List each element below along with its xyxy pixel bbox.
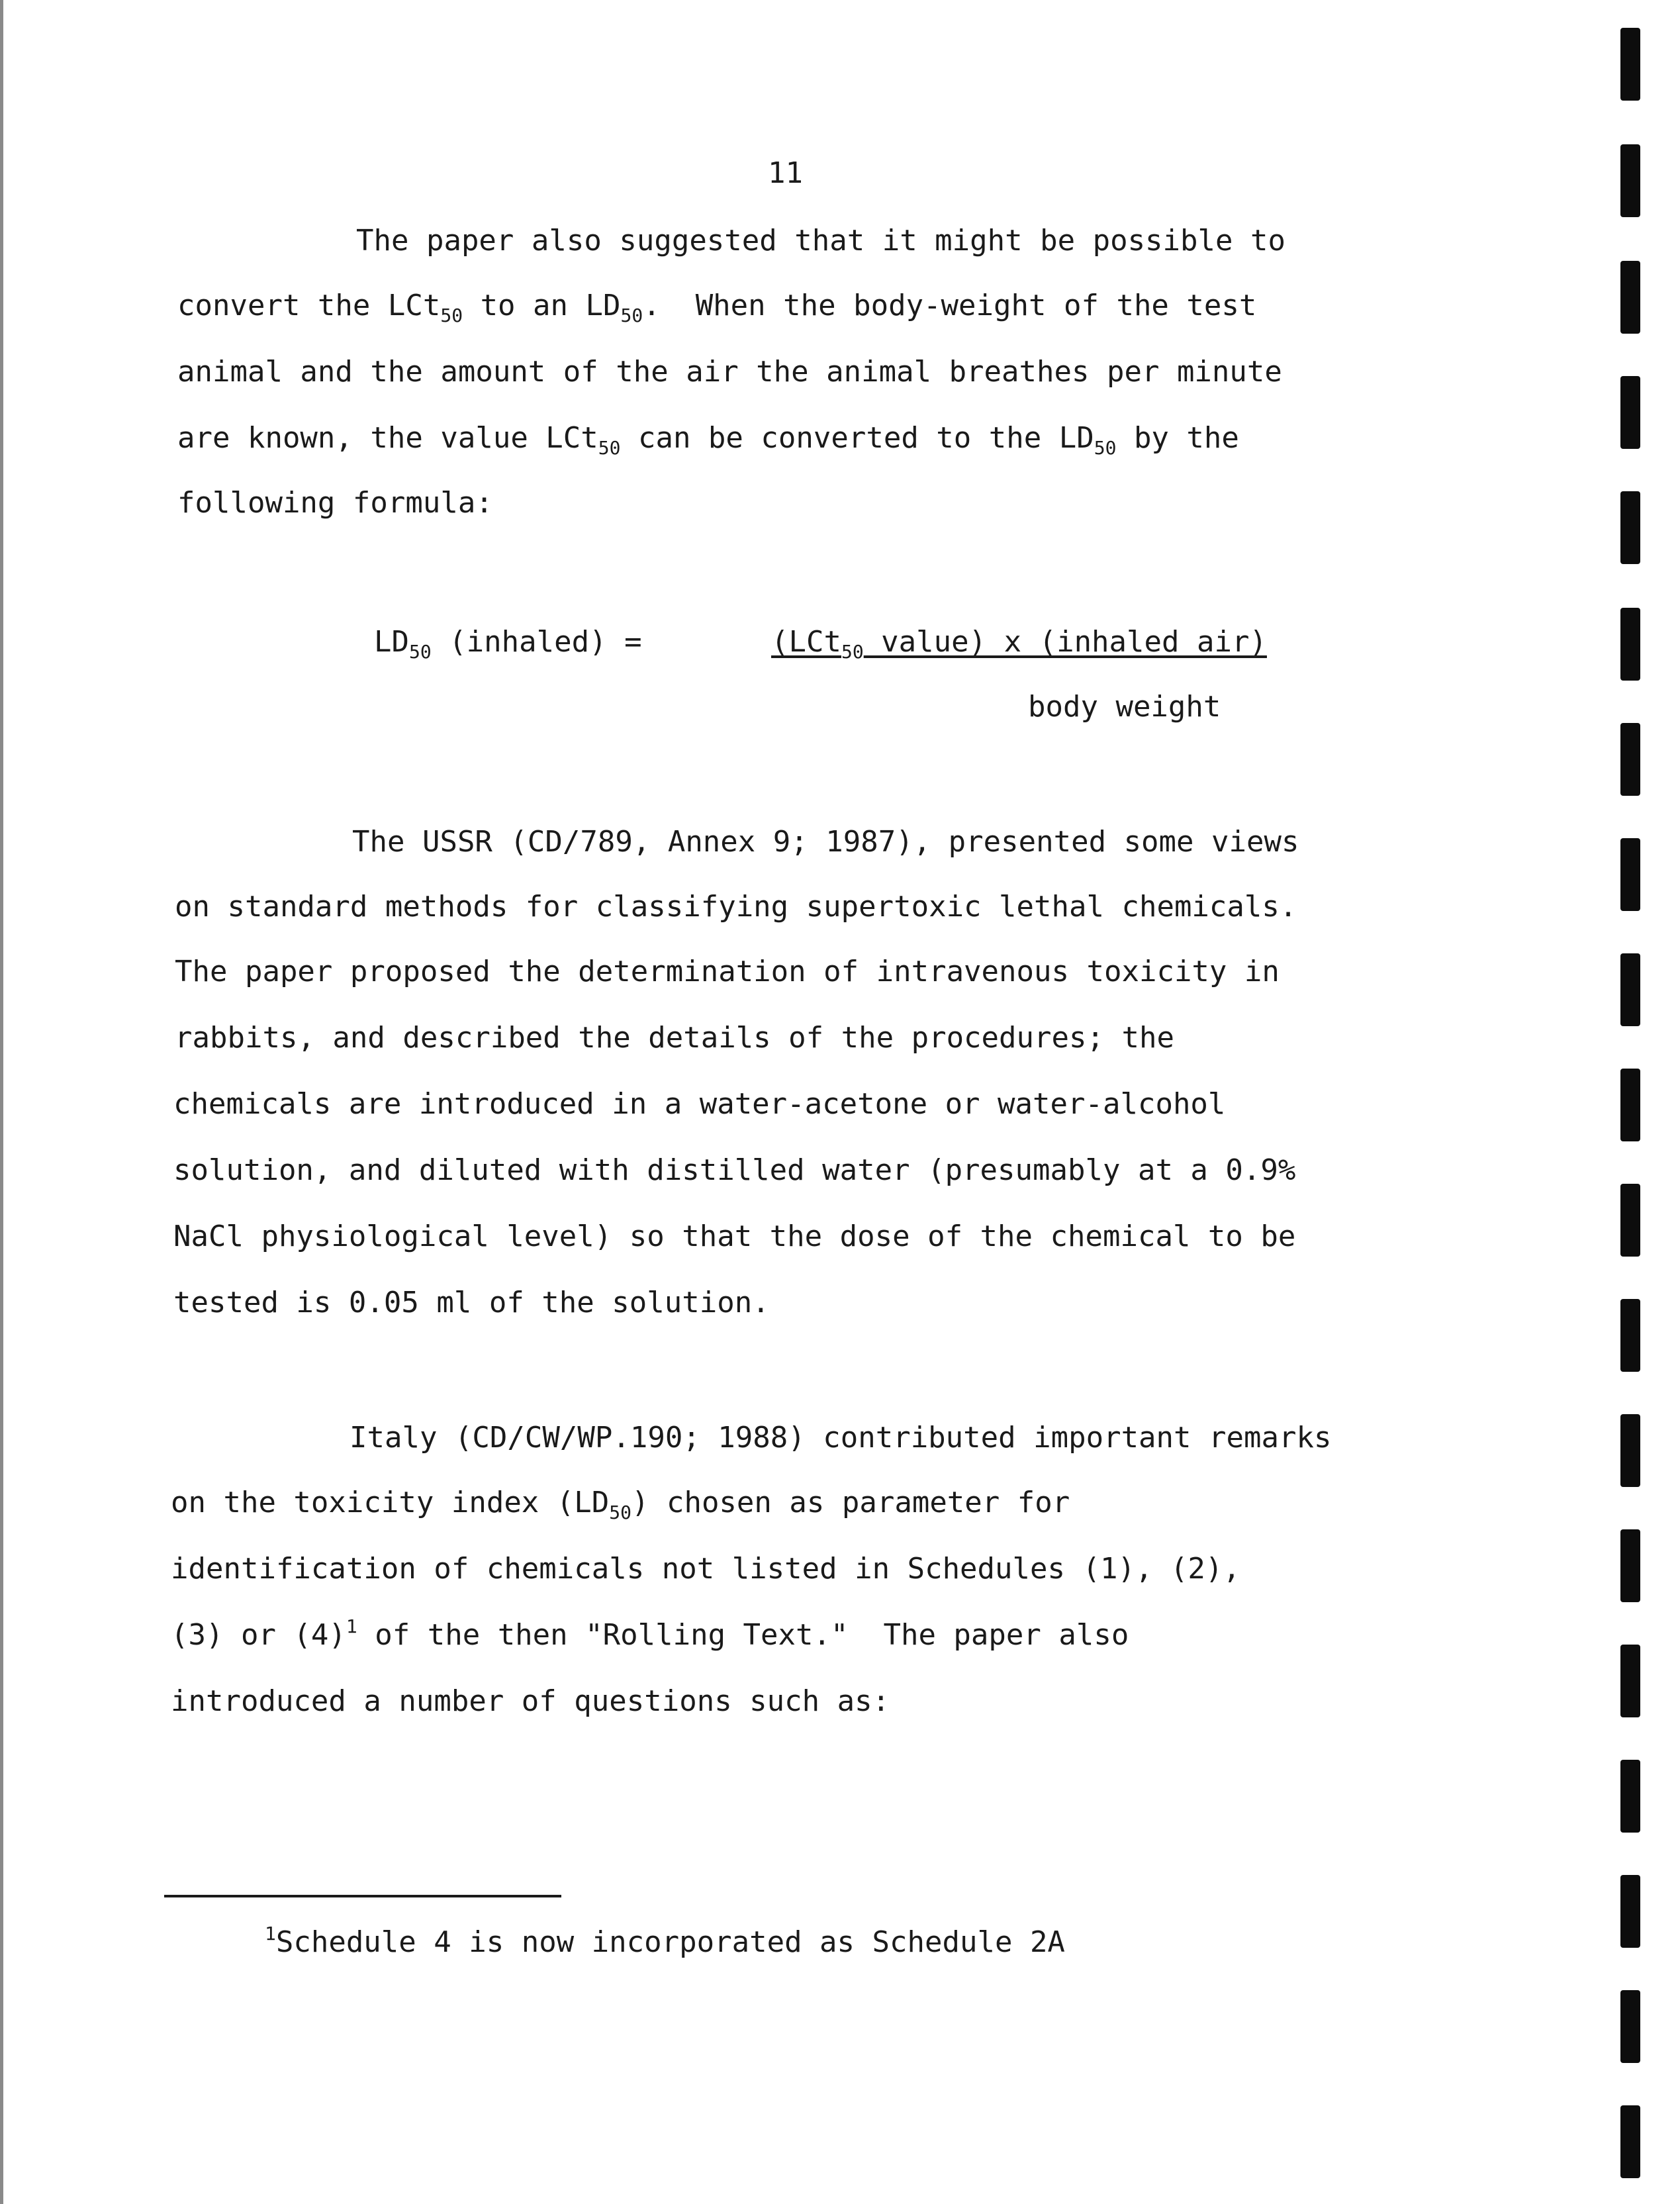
paragraph-2-line-2: on standard methods for classifying supertoxic lethal chemicals. bbox=[175, 890, 1297, 924]
paragraph-2-line-4: rabbits, and described the details of the procedures; the bbox=[175, 1021, 1174, 1055]
scan-left-edge bbox=[0, 0, 3, 2204]
binding-mark bbox=[1620, 838, 1640, 911]
footnote: $^1$Schedule 4 is now incorporated as Schedule 2A bbox=[265, 1923, 1065, 1959]
binding-mark bbox=[1620, 1760, 1640, 1833]
binding-mark bbox=[1620, 953, 1640, 1026]
paragraph-2-line-7: NaCl physiological level) so that the dose of the chemical to be bbox=[173, 1220, 1296, 1253]
binding-mark bbox=[1620, 1184, 1640, 1257]
binding-mark bbox=[1620, 144, 1640, 217]
binding-mark bbox=[1620, 1990, 1640, 2063]
paragraph-1-line-2: convert the LCt$_{50}$ to an $LD_{50}$. When the body-weight of the test bbox=[177, 289, 1257, 326]
binding-mark bbox=[1620, 2105, 1640, 2178]
binding-mark bbox=[1620, 28, 1640, 101]
binding-mark bbox=[1620, 1069, 1640, 1141]
paragraph-3-line-3: identification of chemicals not listed in Schedules (1), (2), bbox=[171, 1552, 1240, 1586]
binding-mark bbox=[1620, 376, 1640, 449]
binding-mark bbox=[1620, 723, 1640, 796]
binding-mark bbox=[1620, 1645, 1640, 1717]
formula-numerator: (LCt$_{50}$ value) x (inhaled air) bbox=[771, 625, 1267, 663]
formula-left-side: $LD_{50}$ (inhaled) = bbox=[374, 625, 642, 663]
paragraph-1-line-5: following formula: bbox=[177, 486, 493, 520]
binding-mark bbox=[1620, 261, 1640, 334]
paragraph-3-line-4: (3) or $(4)^1$ of the then "Rolling Text." The paper also bbox=[171, 1615, 1129, 1652]
paragraph-2-line-5: chemicals are introduced in a water-acetone or water-alcohol bbox=[173, 1087, 1226, 1121]
binding-mark bbox=[1620, 608, 1640, 681]
paragraph-3-line-5: introduced a number of questions such as: bbox=[171, 1684, 890, 1718]
binding-mark bbox=[1620, 491, 1640, 564]
paragraph-2-line-6: solution, and diluted with distilled water (presumably at a 0.9% bbox=[173, 1153, 1296, 1187]
paragraph-2-line-8: tested is 0.05 ml of the solution. bbox=[173, 1286, 770, 1319]
binding-mark bbox=[1620, 1414, 1640, 1487]
paragraph-2-line-1: The USSR (CD/789, Annex 9; 1987), presented some views bbox=[352, 825, 1299, 859]
paragraph-2-line-3: The paper proposed the determination of intravenous toxicity in bbox=[175, 955, 1280, 988]
paragraph-1-line-1: The paper also suggested that it might be possible to bbox=[356, 224, 1285, 258]
binding-mark bbox=[1620, 1875, 1640, 1948]
paragraph-1-line-4: are known, the value LCt$_{50}$ can be converted to the $LD_{50}$ by the bbox=[177, 421, 1239, 459]
formula-denominator: body weight bbox=[1028, 690, 1221, 724]
paragraph-3-line-1: Italy (CD/CW/WP.190; 1988) contributed important remarks bbox=[350, 1421, 1332, 1455]
binding-mark bbox=[1620, 1529, 1640, 1602]
paragraph-3-line-2: on the toxicity index $(LD_{50})$ chosen as parameter for bbox=[171, 1486, 1070, 1523]
paragraph-1-line-3: animal and the amount of the air the animal breathes per minute bbox=[177, 355, 1282, 389]
page-number: 11 bbox=[768, 156, 803, 190]
footnote-divider bbox=[164, 1895, 561, 1897]
binding-mark bbox=[1620, 1299, 1640, 1372]
binding-marks bbox=[1620, 0, 1647, 2204]
